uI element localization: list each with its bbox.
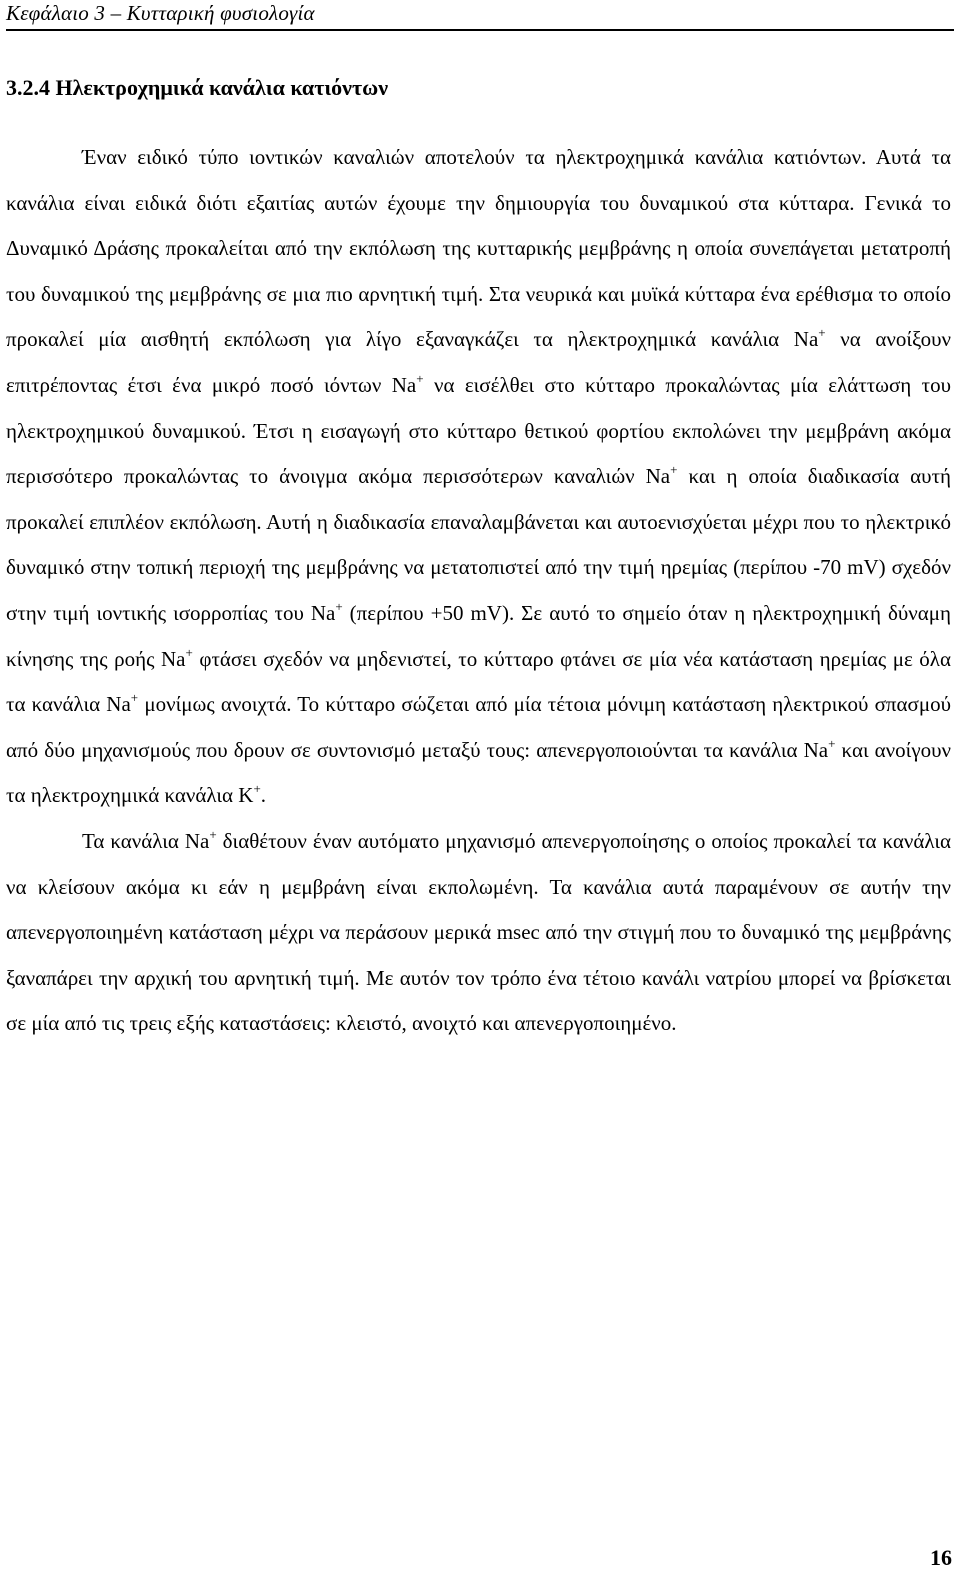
superscript-plus: + xyxy=(335,598,343,614)
paragraph-1-text: Έναν ειδικό τύπο ιοντικών καναλιών αποτελούν τα ηλεκτροχημικά κανάλια κατιόντων. Αυτά τα κανάλια είναι ειδικά διότι εξαιτίας αυτών έχουμε την δημιουργία του δυναμικού στα κύτταρα. Γενικά το Δυναμικό Δράσης προκαλείται από την εκπόλωση της κυτταρικής μεμβράνης η οποία συνεπάγεται μετατροπή του δυναμικού της μεμβράνης σε μια πιο αρνητική τιμή. Στα νευρικά και μυϊκά κύτταρα ένα ερέθισμα το οποίο προκαλεί μία αισθητή εκπόλωση για λίγο εξαναγκάζει τα ηλεκτροχημικά κανάλια Na xyxy=(6,145,951,352)
running-header: Κεφάλαιο 3 – Κυτταρική φυσιολογία xyxy=(6,1,315,25)
paragraph-1-text: να ανοίξουν επιτρέποντας έτσι ένα μικρό ποσό ιόντων Na xyxy=(6,327,952,397)
paragraph-1-text: (περίπου +50 mV). Σε αυτό το σημείο όταν η ηλεκτροχημική δύναμη κίνησης της ροής Na xyxy=(6,600,951,671)
paragraph-1-text: φτάσει σχεδόν να μηδενιστεί, το κύτταρο φτάνει σε μία νέα κατάσταση ηρεμίας με όλα τα κανάλια Na xyxy=(6,646,951,717)
superscript-plus: + xyxy=(818,325,826,341)
section-heading: 3.2.4 Ηλεκτροχημικά κανάλια κατιόντων xyxy=(6,75,389,100)
paragraph-1-text: . xyxy=(260,783,267,808)
superscript-plus: + xyxy=(670,462,678,478)
paragraph-2-text: διαθέτουν έναν αυτόματο μηχανισμό απενεργοποίησης ο οποίος προκαλεί τα κανάλια να κλείσουν ακόμα κι εάν η μεμβράνη είναι εκπολωμένη. Τα κανάλια αυτά παραμένουν σε αυτήν την απενεργοποιημένη κατάσταση μέχρι να περάσουν μερικά msec από την στιγμή που το δυναμικό της μεμβράνης ξαναπάρει την αρχική του αρνητική τιμή. Με αυτόν τον τρόπο ένα τέτοιο κανάλι νατρίου μπορεί να βρίσκεται σε μία από τις τρεις εξής καταστάσεις: κλειστό, ανοιχτό και απενεργοποιημένο. xyxy=(6,828,951,1036)
paragraph-1-text: και η οποία διαδικασία αυτή προκαλεί επιπλέον εκπόλωση. Αυτή η διαδικασία επαναλαμβάνεται και αυτοενισχύεται μέχρι που το ηλεκτρικό δυναμικό στην τοπική περιοχή της μεμβράνης να μετατοπιστεί από την τιμή ηρεμίας (περίπου -70 mV) σχεδόν στην τιμή ιοντικής ισορροπίας του Na xyxy=(6,464,952,625)
superscript-plus: + xyxy=(416,370,424,386)
paragraph-1 xyxy=(6,135,951,819)
superscript-plus: + xyxy=(253,781,261,797)
superscript-plus: + xyxy=(185,644,193,660)
superscript-plus: + xyxy=(828,735,836,751)
paragraph-1-text: να εισέλθει στο κύτταρο προκαλώντας μία ελάττωση του ηλεκτροχημικού δυναμικού. Έτσι η εισαγωγή στο κύτταρο θετικού φορτίου εκπολώνει την μεμβράνη ακόμα περισσότερο προκαλώντας το άνοιγμα ακόμα περισσότερων καναλιών Na xyxy=(6,372,951,489)
paragraph-2-text: Τα κανάλια Na xyxy=(82,828,210,853)
superscript-plus: + xyxy=(130,690,139,706)
paragraph-2 xyxy=(6,819,951,1047)
paragraph-1-text: μονίμως ανοιχτά. Το κύτταρο σώζεται από μία τέτοια μόνιμη κατάσταση ηλεκτρικού σπασμού από δύο μηχανισμούς που δρουν σε συντονισμό μεταξύ τους: απενεργοποιούνται τα κανάλια Na xyxy=(6,692,951,762)
body-text xyxy=(6,135,951,1047)
superscript-plus: + xyxy=(209,826,217,842)
page-number: 16 xyxy=(930,1545,952,1570)
paragraph-1-text: και ανοίγουν τα ηλεκτροχημικά κανάλια K xyxy=(6,737,952,808)
header-divider xyxy=(6,29,954,31)
